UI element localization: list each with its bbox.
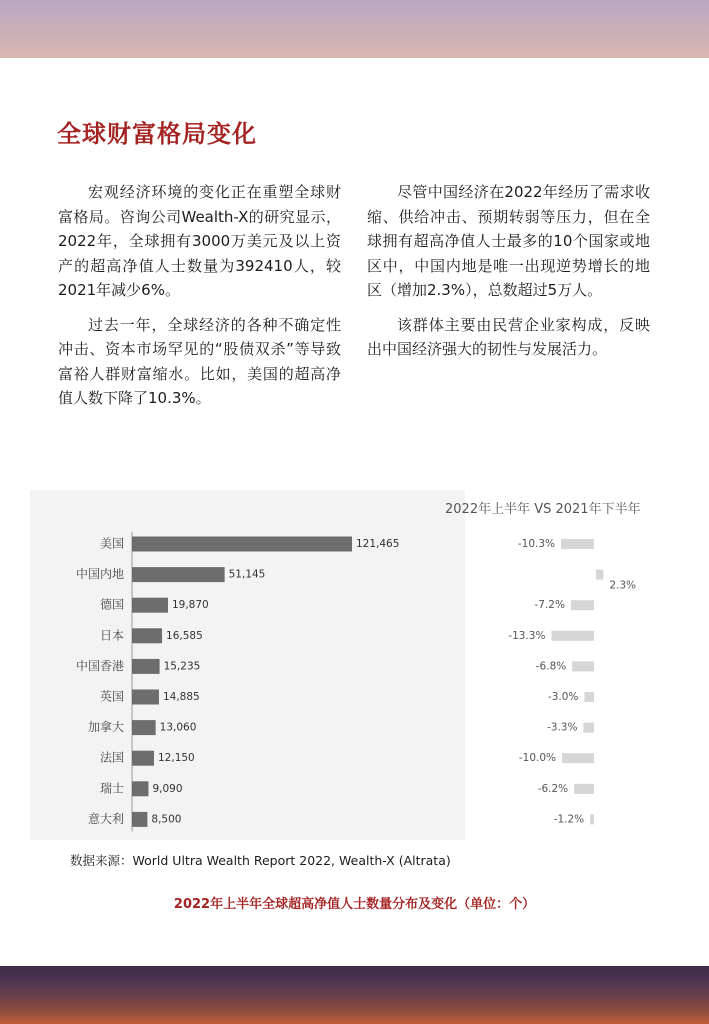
count-bar — [132, 628, 162, 643]
change-bar — [551, 631, 594, 641]
count-bar — [132, 720, 156, 735]
change-bar — [571, 600, 594, 610]
change-bar — [596, 570, 603, 580]
change-value-label: -7.2% — [534, 599, 565, 612]
left-paragraph-2: 过去一年，全球经济的各种不确定性冲击、资本市场罕见的“股债双杀”等导致富裕人群财富缩水。比如，美国的超高净值人数下降了10.3%。 — [58, 315, 341, 407]
category-label: 德国 — [99, 597, 124, 612]
count-bar — [132, 537, 352, 552]
count-bar — [132, 812, 147, 827]
section-title: 全球财富格局变化 — [57, 120, 257, 148]
count-value-label: 121,465 — [356, 538, 400, 550]
change-value-label: -6.2% — [537, 782, 569, 795]
change-bar — [584, 692, 594, 702]
count-bar — [132, 659, 160, 674]
chart-caption: 2022年上半年全球超高净值人士数量分布及变化（单位：个） — [173, 897, 536, 912]
category-label: 加拿大 — [87, 720, 124, 735]
change-value-label: -3.0% — [547, 691, 579, 703]
change-value-label: -6.8% — [535, 660, 567, 673]
change-value-label: 2.3% — [609, 579, 637, 592]
change-value-label: -3.3% — [546, 721, 578, 734]
change-bar — [562, 753, 594, 763]
category-label: 中国香港 — [75, 658, 124, 673]
change-bar — [583, 723, 594, 733]
count-value-label: 8,500 — [151, 813, 182, 826]
category-label: 英国 — [99, 689, 124, 704]
change-value-label: -10.3% — [517, 538, 556, 550]
change-bar — [561, 539, 594, 549]
change-bar — [590, 814, 594, 824]
change-chart-title: 2022年上半年 VS 2021年下半年 — [445, 502, 641, 517]
category-label: 瑞士 — [99, 781, 124, 796]
count-value-label: 13,060 — [159, 721, 197, 734]
count-value-label: 16,585 — [166, 629, 203, 642]
bottom-banner-image — [0, 966, 709, 1024]
change-value-label: -13.3% — [508, 629, 546, 642]
count-bar — [132, 567, 225, 582]
category-label: 美国 — [99, 536, 124, 551]
count-bar — [132, 751, 154, 766]
right-paragraph-2: 该群体主要由民营企业家构成，反映出中国经济强大的韧性与发展活力。 — [367, 315, 650, 358]
left-paragraph-1: 宏观经济环境的变化正在重塑全球财富格局。咨询公司Wealth-X的研究显示，2022年，全球拥有3000万美元及以上资产的超高净值人士数量为392410人，较2021年减少6%。 — [58, 183, 341, 299]
category-label: 法国 — [99, 750, 124, 765]
category-label: 日本 — [99, 628, 124, 643]
change-value-label: -1.2% — [553, 813, 585, 826]
count-bar — [132, 598, 168, 613]
data-source: 数据来源：World Ultra Wealth Report 2022, Wealth-X (Altrata) — [70, 853, 451, 868]
category-label: 中国内地 — [75, 567, 124, 582]
count-value-label: 51,145 — [228, 568, 266, 581]
count-value-label: 19,870 — [171, 599, 209, 612]
count-bar — [132, 781, 148, 796]
count-bar — [132, 690, 159, 705]
right-paragraph-1: 尽管中国经济在2022年经历了需求收缩、供给冲击、预期转弱等压力，但在全球拥有超高净值人士最多的10个国家或地区中，中国内地是唯一出现逆势增长的地区（增加2.3%），总数超过5万人。 — [367, 183, 650, 299]
category-label: 意大利 — [87, 811, 124, 826]
count-value-label: 14,885 — [162, 691, 200, 703]
change-value-label: -10.0% — [518, 752, 556, 765]
count-value-label: 12,150 — [158, 752, 195, 765]
count-value-label: 15,235 — [163, 660, 201, 673]
count-value-label: 9,090 — [152, 782, 183, 795]
change-bar — [572, 661, 594, 671]
change-bar — [574, 784, 594, 794]
